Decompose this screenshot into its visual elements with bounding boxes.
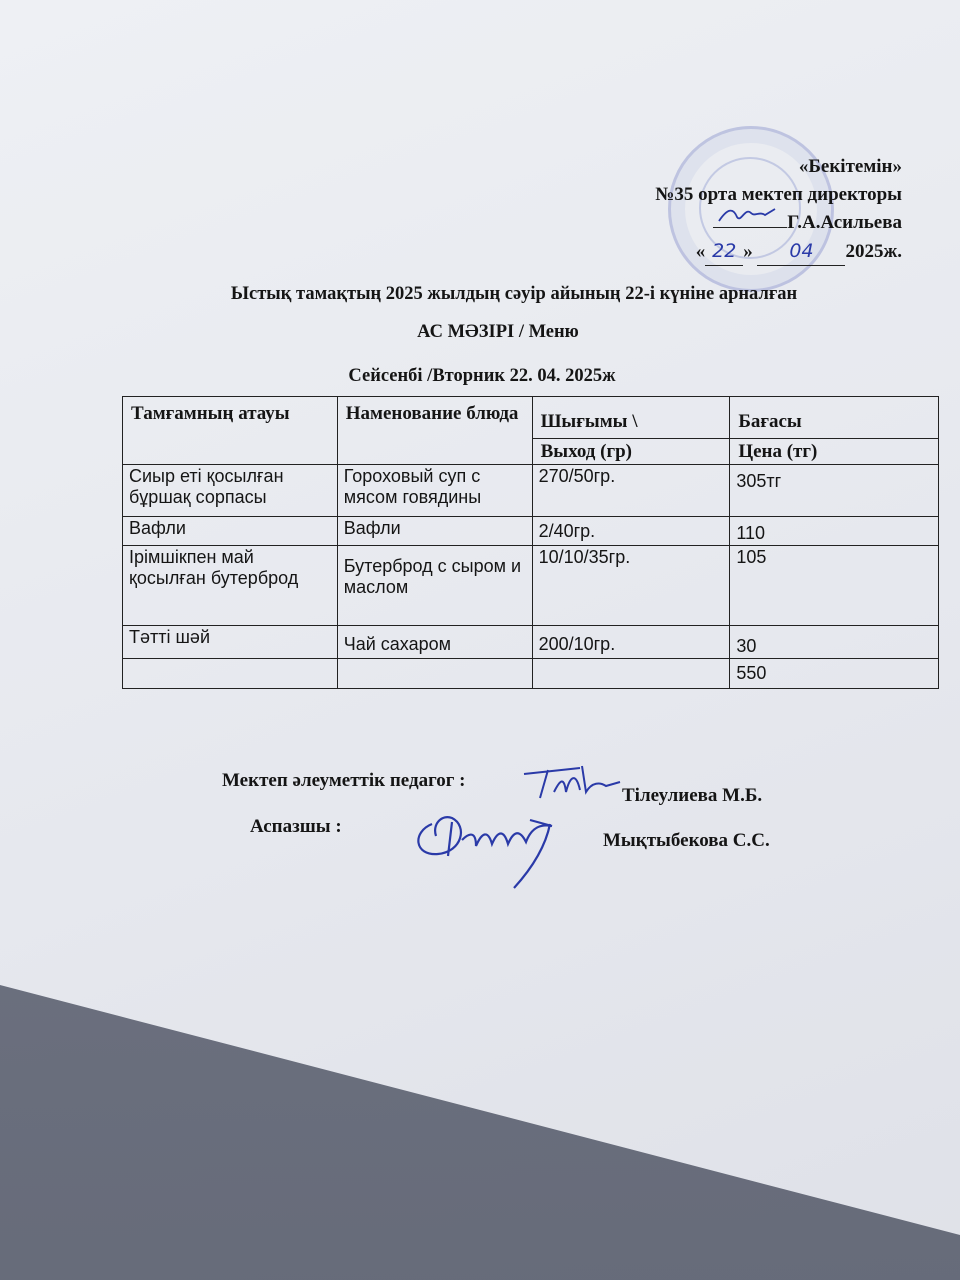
approval-heading: «Бекітемін» — [798, 156, 902, 177]
table-row — [123, 546, 939, 626]
pedagog-label: Мектеп әлеуметтік педагог : — [222, 770, 466, 791]
row-cell-kz: Вафли — [123, 517, 338, 546]
director-signature-scribble — [713, 203, 787, 225]
row-cell-price: 305тг — [730, 465, 939, 517]
row-cell-price: 105 — [730, 546, 939, 626]
date-day: 22 — [705, 237, 743, 266]
row-cell-yield — [532, 659, 730, 689]
table-row — [123, 626, 939, 659]
director-signature — [713, 209, 787, 228]
row-cell-ru: Вафли — [337, 517, 532, 546]
approval-block — [655, 153, 902, 266]
row-cell-kz: Тәтті шәй — [123, 626, 338, 659]
row-cell-yield: 270/50гр. — [532, 465, 730, 517]
cook-label: Аспазшы : — [250, 816, 342, 837]
table-row — [123, 517, 939, 546]
header-yield-kz: Шығымы \ — [532, 397, 730, 439]
row-cell-price: 110 — [730, 517, 939, 546]
row-cell-ru: Чай сахаром — [337, 626, 532, 659]
pedagog-name: Тілеулиева М.Б. — [622, 785, 763, 806]
date-year: 2025ж. — [845, 241, 902, 262]
menu-day-date: Сейсенбі /Вторник 22. 04. 2025ж — [348, 366, 616, 386]
menu-subtitle: АС МӘЗІРІ / Меню — [417, 322, 579, 342]
table-header-row — [123, 397, 939, 439]
total-price: 550 — [730, 659, 939, 689]
header-name-kz: Тамғамның атауы — [123, 397, 338, 465]
row-cell-ru — [337, 659, 532, 689]
header-price-kz: Бағасы — [730, 397, 939, 439]
approval-date: « 22 » 04 2025ж. — [655, 237, 902, 266]
cook-signature — [402, 796, 592, 896]
header-yield-ru: Выход (гр) — [532, 439, 730, 465]
approval-director: №35 орта мектеп директоры — [655, 184, 902, 205]
table-row — [123, 465, 939, 517]
header-price-ru: Цена (тг) — [730, 439, 939, 465]
row-cell-kz — [123, 659, 338, 689]
menu-table — [122, 396, 939, 689]
row-cell-ru: Гороховый суп с мясом говядины — [337, 465, 532, 517]
cook-name: Мықтыбекова С.С. — [603, 830, 770, 851]
director-name: Г.А.Асильева — [787, 212, 902, 233]
approval-signature-line — [655, 209, 902, 237]
row-cell-kz: Ірімшікпен май қосылған бутерброд — [123, 546, 338, 626]
row-cell-yield: 200/10гр. — [532, 626, 730, 659]
row-cell-yield: 10/10/35гр. — [532, 546, 730, 626]
row-cell-price: 30 — [730, 626, 939, 659]
row-cell-ru: Бутерброд с сыром и маслом — [337, 546, 532, 626]
row-cell-yield: 2/40гр. — [532, 517, 730, 546]
row-cell-kz: Сиыр еті қосылған бұршақ сорпасы — [123, 465, 338, 517]
table-total-row — [123, 659, 939, 689]
header-name-ru: Наменование блюда — [337, 397, 532, 465]
menu-title: Ыстық тамақтың 2025 жылдың сәуір айының 22-і күніне арналған — [230, 284, 798, 304]
date-month: 04 — [757, 237, 845, 266]
